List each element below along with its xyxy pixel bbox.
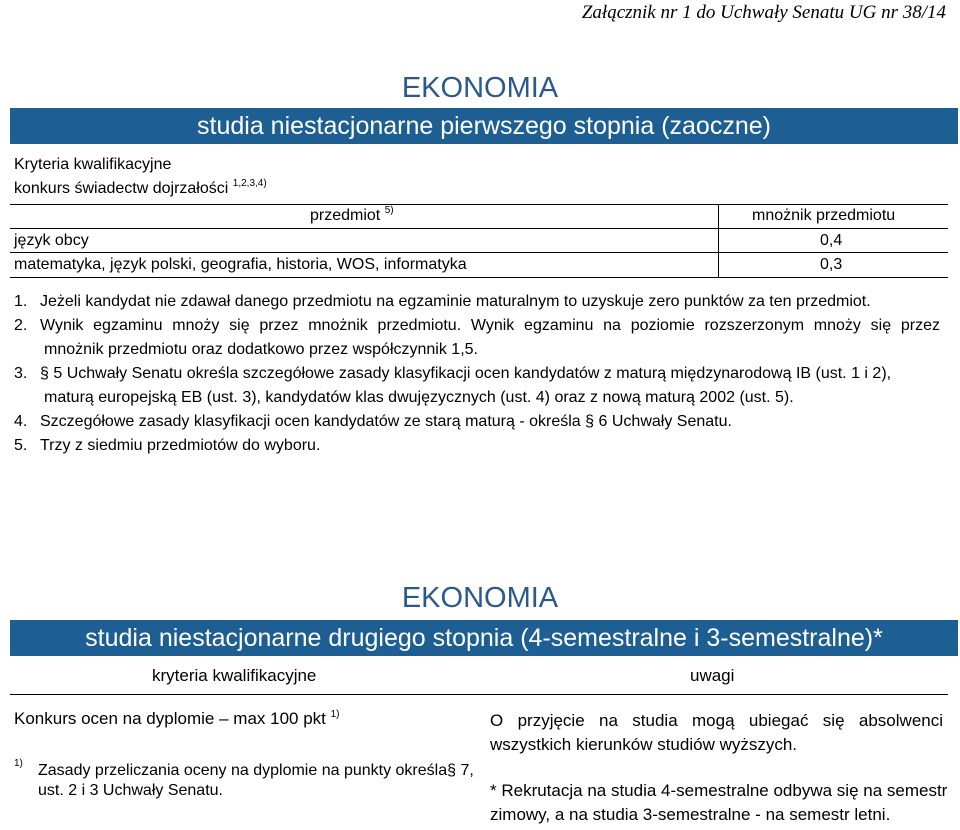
note-number: 4.: [14, 413, 28, 430]
footnote-line1: [38, 762, 474, 780]
remarks-column-header: uwagi: [690, 666, 735, 685]
contest-text: Konkurs ocen na dyplomie: [14, 709, 215, 728]
section1-title: EKONOMIA: [401, 72, 559, 104]
criteria-column-header: kryteria kwalifikacyjne: [152, 666, 317, 685]
section2-subtitle-banner: [10, 620, 958, 656]
subject-header-text: przedmiot: [310, 207, 381, 224]
section-sign-icon: §: [40, 365, 49, 382]
table-row-subject: język obcy: [14, 232, 89, 249]
table-header-subject: [310, 207, 394, 225]
contest-dash: –: [219, 709, 229, 728]
note-2: [14, 314, 940, 338]
contest-footnote-ref: 1): [330, 709, 340, 720]
note-text: Szczegółowe zasady klasyfikacji ocen kandydatów ze starą maturą - określa: [40, 413, 581, 430]
contest-heading: [14, 710, 340, 728]
table-row-multiplier: 0,3: [820, 256, 843, 273]
section2-title: EKONOMIA: [401, 582, 559, 614]
footnote-line2: ust. 2 i 3 Uchwały Senatu.: [38, 782, 223, 799]
table-column-divider: [718, 204, 719, 277]
competition-label: [14, 180, 267, 198]
note-3: [14, 362, 940, 386]
section1-subtitle-banner: [10, 108, 958, 144]
note-number: 3.: [14, 365, 28, 382]
table-row-multiplier: 0,4: [820, 232, 843, 249]
attachment-header: Załącznik nr 1 do Uchwały Senatu UG nr 38/14: [581, 2, 946, 23]
note-4: [14, 410, 940, 434]
table-header-multiplier: mnożnik przedmiotu: [752, 207, 896, 224]
note-text: Wynik egzaminu mnoży się przez mnożnik przedmiotu. Wynik egzaminu na poziomie rozszerzonym mnoży się przez: [40, 317, 940, 334]
table-row-border: [10, 252, 948, 253]
note-5: [14, 434, 940, 458]
note-text: 5 Uchwały Senatu określa szczegółowe zasady klasyfikacji ocen kandydatów z maturą międzynarodową IB (ust. 1 i 2),: [53, 365, 892, 382]
footnote-text: Zasady przeliczania oceny na dyplomie na punkty określa: [38, 762, 448, 779]
remark-eligibility-continued: wszystkich kierunków studiów wyższych.: [490, 735, 798, 754]
note-number: 2.: [14, 317, 28, 334]
contest-points: max 100 pkt: [233, 709, 326, 728]
notes-list: [14, 290, 940, 458]
note-number: 1.: [14, 293, 28, 310]
competition-text: konkurs świadectw dojrzałości: [14, 180, 229, 197]
section-sign-icon: §: [447, 762, 457, 779]
note-number: 5.: [14, 437, 28, 454]
footnote-number: 1): [14, 758, 23, 769]
section2-header-border: [10, 694, 948, 695]
subject-footnote-ref: 5): [384, 205, 394, 216]
note-1: [14, 290, 940, 314]
table-header-border: [10, 228, 948, 229]
competition-footnote-ref: 1,2,3,4): [232, 178, 267, 189]
table-row-subject: matematyka, język polski, geografia, historia, WOS, informatyka: [14, 256, 467, 273]
remark-semester: * Rekrutacja na studia 4-semestralne odbywa się na semestr: [490, 781, 948, 800]
remark-semester-continued: zimowy, a na studia 3-semestralne - na semestr letni.: [490, 805, 891, 824]
section1-subtitle: studia niestacjonarne pierwszego stopnia (zaoczne): [197, 112, 771, 140]
criteria-label: Kryteria kwalifikacyjne: [14, 156, 172, 173]
section-sign-icon: §: [585, 413, 595, 430]
table-bottom-border: [10, 277, 948, 278]
note-text: Trzy z siedmiu przedmiotów do wyboru.: [40, 437, 321, 454]
remark-eligibility: O przyjęcie na studia mogą ubiegać się absolwenci: [490, 711, 943, 730]
note-2-continued: mnożnik przedmiotu oraz dodatkowo przez współczynnik 1,5.: [44, 341, 478, 358]
section2-subtitle: studia niestacjonarne drugiego stopnia (4-semestralne i 3-semestralne)*: [85, 624, 883, 652]
note-3-continued: maturą europejską EB (ust. 3), kandydatów klas dwujęzycznych (ust. 4) oraz z nową maturą 2002 (ust. 5).: [44, 389, 794, 406]
footnote-marker: [14, 760, 23, 778]
footnote-text: 7,: [460, 762, 474, 779]
note-text: 6 Uchwały Senatu.: [598, 413, 732, 430]
note-text: Jeżeli kandydat nie zdawał danego przedmiotu na egzaminie maturalnym to uzyskuje zero punktów za ten przedmiot.: [40, 293, 871, 310]
table-top-border: [10, 204, 948, 205]
